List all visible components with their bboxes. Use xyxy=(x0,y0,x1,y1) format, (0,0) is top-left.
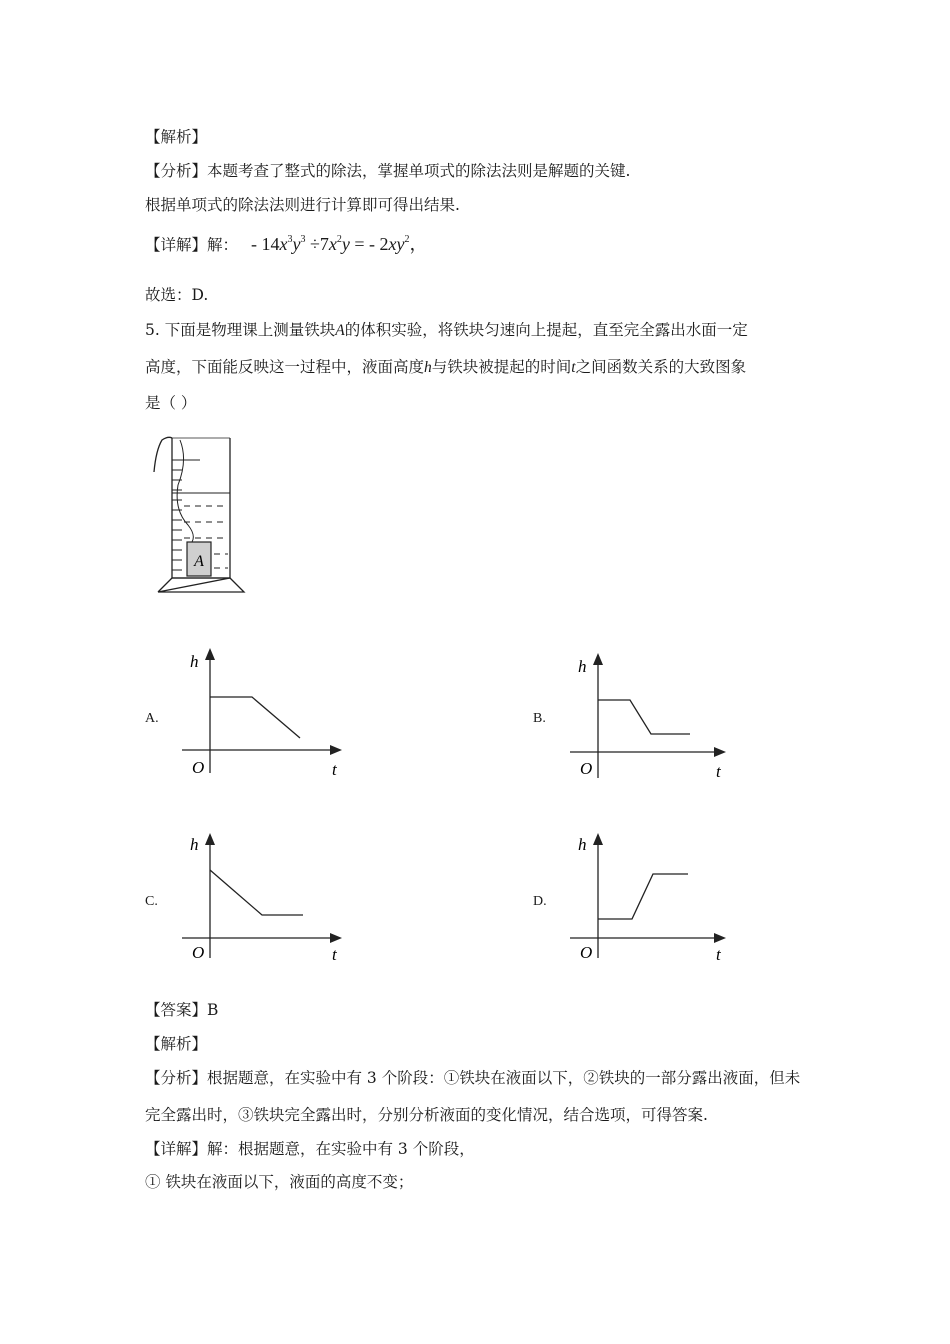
jiexi-heading: 【解析】 xyxy=(145,128,208,146)
solution-step-1: ① 铁块在液面以下，液面的高度不变； xyxy=(145,1173,414,1191)
question-line-1: 5. 下面是物理课上测量铁块A的体积实验，将铁块匀速向上提起，直至完全露出水面一定 xyxy=(145,321,748,339)
detail-solution xyxy=(145,234,428,255)
option-b-label: B. xyxy=(533,711,546,726)
question-line-2: 高度，下面能反映这一过程中，液面高度h与铁块被提起的时间t之间函数关系的大致图象 xyxy=(145,358,747,376)
block-label: A xyxy=(194,553,204,570)
svg-text:O: O xyxy=(580,759,593,778)
svg-text:O: O xyxy=(192,943,205,962)
option-c-graph xyxy=(180,830,350,965)
analysis-text: 【分析】本题考查了整式的除法，掌握单项式的除法法则是解题的关键. xyxy=(145,162,631,180)
option-b-graph xyxy=(568,650,738,785)
option-c-label: C. xyxy=(145,894,158,909)
svg-text:O: O xyxy=(580,943,593,962)
detail-label: 【详解】解： xyxy=(145,236,239,254)
option-a-graph xyxy=(180,645,350,780)
svg-text:t: t xyxy=(332,760,337,779)
svg-text:h: h xyxy=(190,652,199,671)
svg-text:t: t xyxy=(716,945,721,964)
equation: - $14x^3y^3 \div 7x^2y$ = - $2xy^2$， xyxy=(250,234,428,254)
solution-analysis-1: 【分析】根据题意，在实验中有 3 个阶段：①铁块在液面以下，②铁块的一部分露出液面，但未 xyxy=(145,1069,801,1087)
svg-text:h: h xyxy=(578,835,587,854)
answer-b: 【答案】B xyxy=(145,1001,219,1019)
option-a-label: A. xyxy=(145,711,159,726)
cylinder-figure xyxy=(148,430,248,605)
answer-d: 故选：D. xyxy=(145,286,209,304)
solution-analysis-2: 完全露出时，③铁块完全露出时，分别分析液面的变化情况，结合选项，可得答案. xyxy=(145,1106,708,1124)
svg-text:h: h xyxy=(190,835,199,854)
svg-text:O: O xyxy=(192,758,205,777)
solution-jiexi: 【解析】 xyxy=(145,1035,208,1053)
question-line-3: 是（ ） xyxy=(145,394,197,412)
rule-text: 根据单项式的除法法则进行计算即可得出结果. xyxy=(145,196,460,214)
solution-detail: 【详解】解：根据题意，在实验中有 3 个阶段， xyxy=(145,1140,475,1158)
svg-text:t: t xyxy=(332,945,337,964)
option-d-graph xyxy=(568,830,738,965)
svg-text:h: h xyxy=(578,657,587,676)
option-d-label: D. xyxy=(533,894,547,909)
svg-text:t: t xyxy=(716,762,721,781)
